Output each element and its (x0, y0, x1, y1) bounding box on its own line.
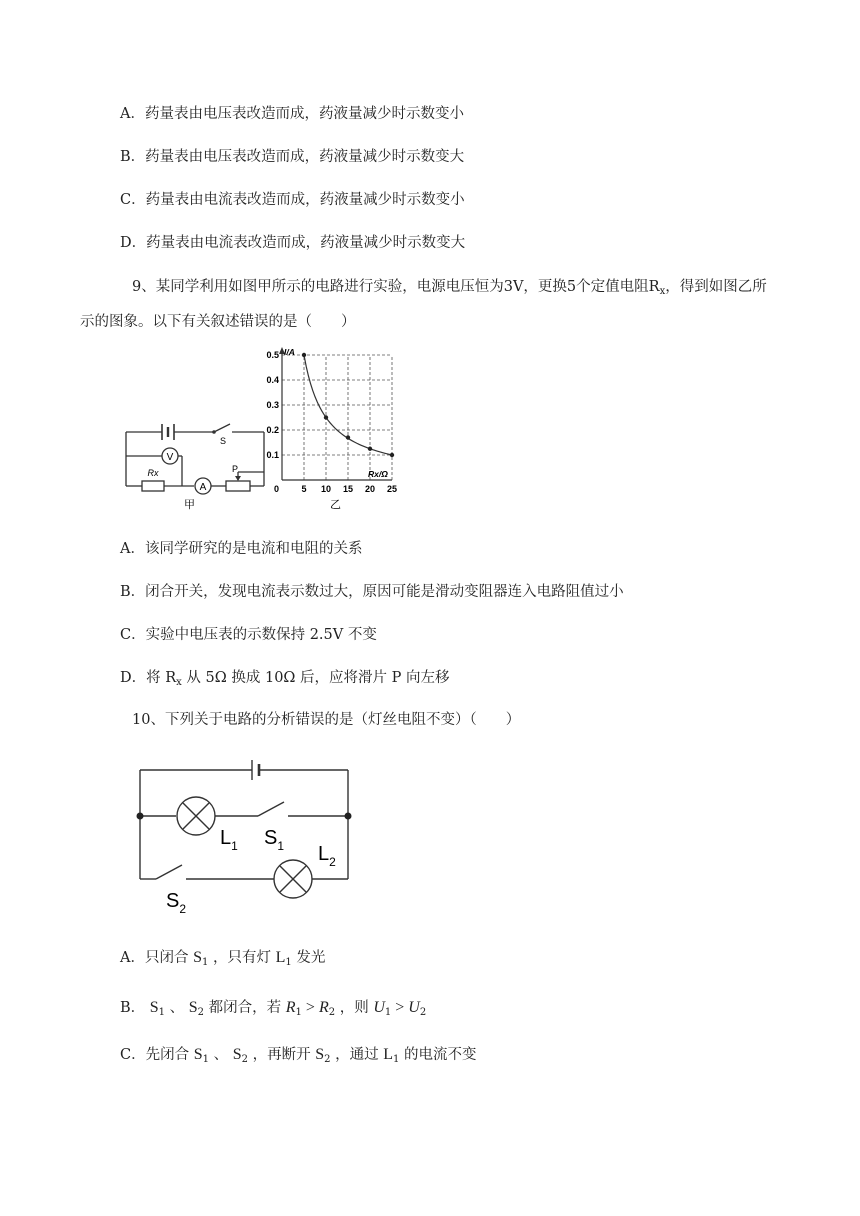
lamp-l1-label: $L_1$ (220, 827, 238, 853)
chart-origin: 0 (274, 484, 280, 494)
figure-b-caption: 乙 (330, 499, 341, 511)
q9-current-resistance-chart (258, 345, 418, 515)
y-tick-label-1: 0.2 (266, 425, 279, 435)
switch-s2-label: $S_2$ (166, 890, 187, 916)
chart-grid (282, 355, 392, 480)
q10-option-c: C．先闭合 $S_1$ 、 $S_2$ ，再断开 $S_2$ ，通过 $L_1$ 的电流不变 (120, 1046, 477, 1065)
y-tick-label-0: 0.1 (266, 450, 279, 460)
y-tick-label-2: 0.3 (266, 400, 279, 410)
x-tick-label-2: 15 (342, 484, 354, 494)
y-tick-label-3: 0.4 (266, 375, 279, 385)
switch-s1-label: $S_1$ (264, 827, 285, 853)
slider-label: P (232, 464, 239, 474)
q9-option-a: A．该同学研究的是电流和电阻的关系 (120, 541, 363, 557)
q10-option-b: B． $S_1$ 、 $S_2$ 都闭合，若 $R_1 > R_2$ ，则 $U_1 > U_2$ (120, 999, 427, 1018)
chart-x-axis-label: Rx/Ω (368, 469, 388, 479)
q8-option-b: B．药量表由电压表改造而成，药液量减少时示数变大 (120, 149, 465, 165)
q9-option-c: C．实验中电压表的示数保持 2.5V 不变 (120, 627, 377, 643)
resistor-label: Rx (147, 468, 159, 478)
x-tick-label-4: 25 (386, 484, 398, 494)
x-tick-label-3: 20 (364, 484, 376, 494)
q9-stem: 9、某同学利用如图甲所示的电路进行实验，电源电压恒为3V，更换5个定值电阻$R_x$，得到如图乙所示的图象。以下有关叙述错误的是（ ） (80, 279, 767, 330)
data-point-2 (346, 435, 350, 439)
x-tick-label-0: 5 (301, 484, 307, 494)
y-tick-label-4: 0.5 (266, 350, 279, 360)
q8-option-c: C．药量表由电流表改造而成，药液量减少时示数变小 (120, 192, 465, 208)
data-point-4 (390, 453, 394, 457)
q8-option-d: D．药量表由电流表改造而成，药液量减少时示数变大 (120, 235, 466, 251)
figure-a-caption: 甲 (184, 499, 195, 511)
data-point-3 (368, 447, 372, 451)
data-point-0 (302, 353, 306, 357)
q8-option-a: A．药量表由电压表改造而成，药液量减少时示数变小 (120, 106, 464, 122)
q10-option-a: A．只闭合 $S_1$ ，只有灯 $L_1$ 发光 (120, 949, 326, 968)
lamp-l2-label: $L_2$ (318, 843, 336, 869)
q9-option-b: B．闭合开关，发现电流表示数过大，原因可能是滑动变阻器连入电路阻值过小 (120, 584, 624, 600)
q9-option-d: D．将 $R_x$ 从 5Ω 换成 10Ω 后，应将滑片 P 向左移 (120, 670, 450, 688)
switch-label: S (220, 436, 227, 446)
q10-circuit-figure (128, 752, 363, 922)
chart-y-axis-label: I/A (284, 347, 295, 357)
q10-stem: 10、下列关于电路的分析错误的是（灯丝电阻不变）（ ） (132, 712, 521, 728)
ammeter-label: A (199, 482, 207, 493)
x-tick-label-1: 10 (320, 484, 332, 494)
q9-circuit-figure (118, 410, 273, 515)
voltmeter-label: V (166, 452, 174, 463)
data-point-1 (324, 415, 328, 419)
